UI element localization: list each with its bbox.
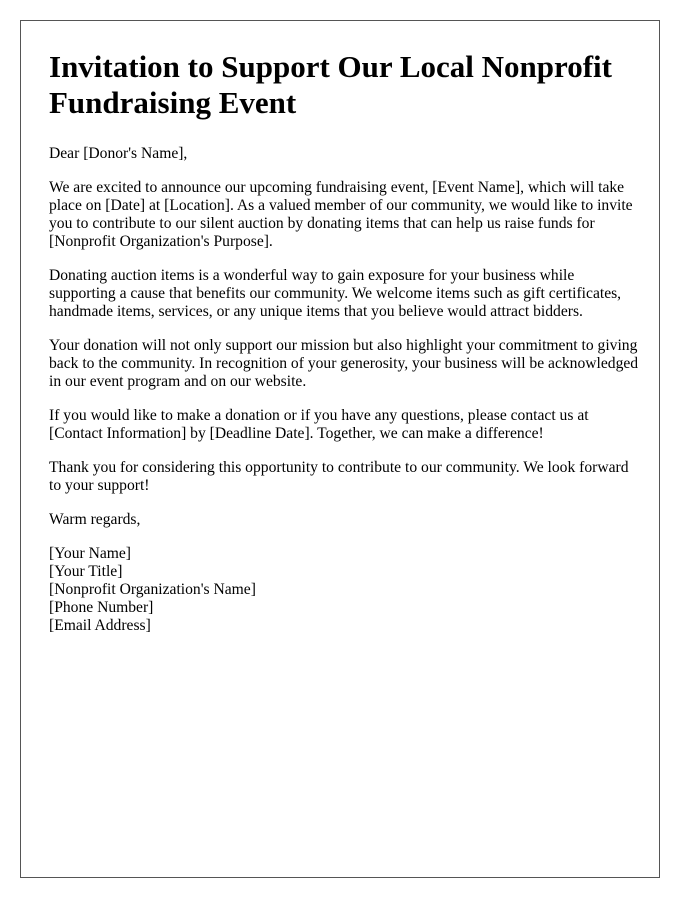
signature-email: [Email Address] bbox=[49, 617, 151, 634]
letter-page bbox=[20, 20, 660, 878]
signature-organization: [Nonprofit Organization's Name] bbox=[49, 581, 256, 598]
salutation: Dear [Donor's Name], bbox=[49, 145, 188, 162]
paragraph-benefits: Donating auction items is a wonderful way to gain exposure for your business while supporting a cause that benefits our community. We welcome items such as gift certificates, handmade items, services, or any unique items that you believe would attract bidders. bbox=[49, 267, 622, 320]
letter-content bbox=[49, 49, 639, 635]
paragraph-recognition: Your donation will not only support our mission but also highlight your commitment to giving back to the community. In recognition of your generosity, your business will be acknowledged in our event program and on our website. bbox=[49, 337, 639, 390]
paragraph-thanks: Thank you for considering this opportunity to contribute to our community. We look forward to your support! bbox=[49, 459, 629, 494]
signature-phone: [Phone Number] bbox=[49, 599, 154, 616]
signature-name: [Your Name] bbox=[49, 545, 132, 562]
signature-block bbox=[49, 545, 639, 635]
paragraph-intro: We are excited to announce our upcoming fundraising event, [Event Name], which will take place on [Date] at [Location]. As a valued member of our community, we would like to invite you to contribute to our silent auction by donating items that can help us raise funds for [Nonprofit Organization's Purpose]. bbox=[49, 179, 633, 250]
letter-title: Invitation to Support Our Local Nonprofit Fundraising Event bbox=[49, 49, 612, 120]
closing: Warm regards, bbox=[49, 511, 141, 528]
paragraph-contact: If you would like to make a donation or if you have any questions, please contact us at [Contact Information] by [Deadline Date]. Together, we can make a difference! bbox=[49, 407, 589, 442]
signature-title: [Your Title] bbox=[49, 563, 123, 580]
